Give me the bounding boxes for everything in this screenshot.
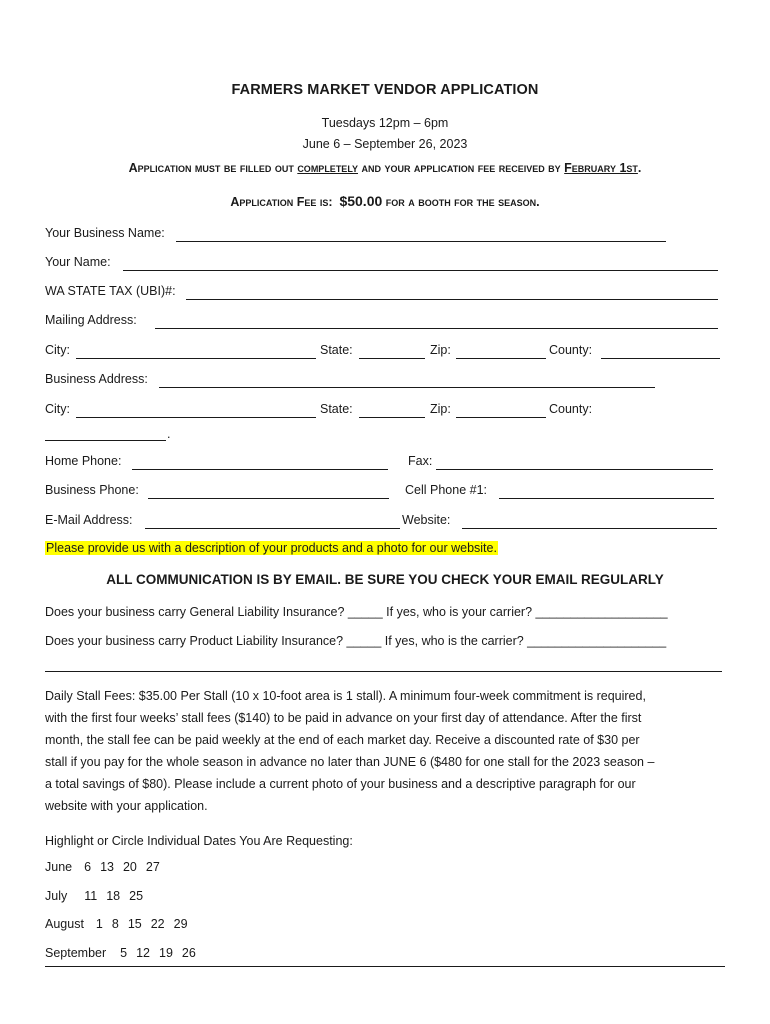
ubi-field[interactable] [186,299,718,300]
stall-fees-line: website with your application. [45,799,208,813]
state2-label: State: [320,402,353,416]
date-option[interactable]: 27 [145,860,160,874]
cell-phone-label: Cell Phone #1: [405,483,488,497]
document-title: FARMERS MARKET VENDOR APPLICATION [231,82,539,98]
home-phone-label: Home Phone: [45,454,122,468]
notice-deadline: February 1st [564,161,638,175]
date-option[interactable]: 29 [173,917,188,931]
county2-field[interactable] [45,440,166,441]
business-city-row [45,402,725,420]
county2-label: County: [549,402,593,416]
state-label: State: [320,343,353,357]
dates-row-july [45,889,143,903]
county2-period: . [167,427,171,441]
cell-phone-field[interactable] [499,498,714,499]
dates-heading: Highlight or Circle Individual Dates You Are Requesting: [45,834,353,848]
business-name-field[interactable] [176,241,666,242]
notice-end: . [637,161,642,175]
zip-label: Zip: [430,343,451,357]
city-field[interactable] [76,358,316,359]
dates-row-june [45,860,160,874]
county2-continuation-row [45,425,725,443]
communication-notice: ALL COMMUNICATION IS BY EMAIL. BE SURE YOU CHECK YOUR EMAIL REGULARLY [106,572,664,587]
schedule-dates: June 6 – September 26, 2023 [302,137,468,151]
email-field[interactable] [145,528,400,529]
your-name-row [45,255,725,273]
zip2-label: Zip: [430,402,451,416]
zip-field[interactable] [456,358,546,359]
mailing-address-label: Mailing Address: [45,313,137,327]
notice-text-2: and your application fee received by [358,161,565,175]
ubi-label: WA STATE TAX (UBI)#: [45,284,176,298]
business-phone-row [45,483,725,501]
highlighted-note: Please provide us with a description of your products and a photo for our website. [46,541,497,555]
month-name: June [45,860,73,874]
website-label: Website: [402,513,451,527]
state2-field[interactable] [359,417,425,418]
ubi-row [45,284,725,302]
date-option[interactable]: 13 [100,860,114,874]
email-label: E-Mail Address: [45,513,133,527]
notice-text-1: Application must be filled out [128,161,298,175]
business-address-label: Business Address: [45,372,148,386]
date-option[interactable]: 26 [181,946,196,960]
home-phone-field[interactable] [132,469,388,470]
fee-suffix: for a booth for the season. [385,195,540,209]
stall-fees-line: with the first four weeks’ stall fees ($140) to be paid in advance on your first day of attendance. After the first [45,711,642,725]
business-name-row [45,226,725,244]
state-field[interactable] [359,358,425,359]
fee-label: Application Fee is: [230,195,333,209]
stall-fees-line: Daily Stall Fees: $35.00 Per Stall (10 x 10-foot area is 1 stall). A minimum four-week commitment is required, [45,689,646,703]
general-liability-row [45,605,725,623]
mailing-city-row [45,343,725,361]
stall-fees-paragraph [45,685,725,817]
date-option[interactable]: 25 [129,889,144,903]
city-label: City: [45,343,70,357]
general-liability-question: Does your business carry General Liability Insurance? _____ If yes, who is your carrier? ___________________ [45,605,668,619]
stall-fees-line: month, the stall fee can be paid weekly at the end of each market day. Receive a discounted rate of $30 per [45,733,640,747]
business-address-field[interactable] [159,387,655,388]
zip2-field[interactable] [456,417,546,418]
notice-emphasis: completely [297,161,358,175]
stall-fees-line: stall if you pay for the whole season in advance no later than JUNE 6 ($480 for one stall for the 2023 season – [45,755,655,769]
county-label: County: [549,343,593,357]
business-name-label: Your Business Name: [45,226,165,240]
application-fee [0,193,770,209]
home-phone-row [45,454,725,472]
fax-label: Fax: [408,454,433,468]
your-name-field[interactable] [123,270,718,271]
product-liability-row [45,634,725,652]
section-divider [45,671,722,672]
product-liability-question: Does your business carry Product Liability Insurance? _____ If yes, who is the carrier? ____________________ [45,634,667,648]
date-option[interactable]: 11 [84,889,98,903]
date-option[interactable]: 1 [95,917,103,931]
fee-amount: $50.00 [339,193,383,209]
deadline-notice [0,161,770,175]
your-name-label: Your Name: [45,255,111,269]
mailing-address-field[interactable] [155,328,718,329]
email-row [45,513,725,531]
bottom-divider [45,966,725,967]
date-option[interactable]: 20 [122,860,137,874]
date-option[interactable]: 5 [120,946,128,960]
dates-row-august [45,917,188,931]
date-option[interactable]: 18 [106,889,121,903]
city2-field[interactable] [76,417,316,418]
schedule-days: Tuesdays 12pm – 6pm [321,116,449,130]
website-field[interactable] [462,528,717,529]
date-option[interactable]: 15 [127,917,142,931]
business-phone-label: Business Phone: [45,483,139,497]
county-field[interactable] [601,358,720,359]
date-option[interactable]: 19 [159,946,173,960]
month-name: July [45,889,68,903]
business-phone-field[interactable] [148,498,389,499]
month-name: September [45,946,107,960]
dates-row-september [45,946,196,960]
fax-field[interactable] [436,469,713,470]
mailing-address-row [45,313,725,331]
month-name: August [45,917,84,931]
date-option[interactable]: 8 [111,917,119,931]
stall-fees-line: a total savings of $80). Please include a current photo of your business and a descriptive paragraph for our [45,777,636,791]
city2-label: City: [45,402,70,416]
date-option[interactable]: 22 [150,917,165,931]
business-address-row [45,372,725,390]
date-option[interactable]: 12 [136,946,151,960]
date-option[interactable]: 6 [84,860,92,874]
